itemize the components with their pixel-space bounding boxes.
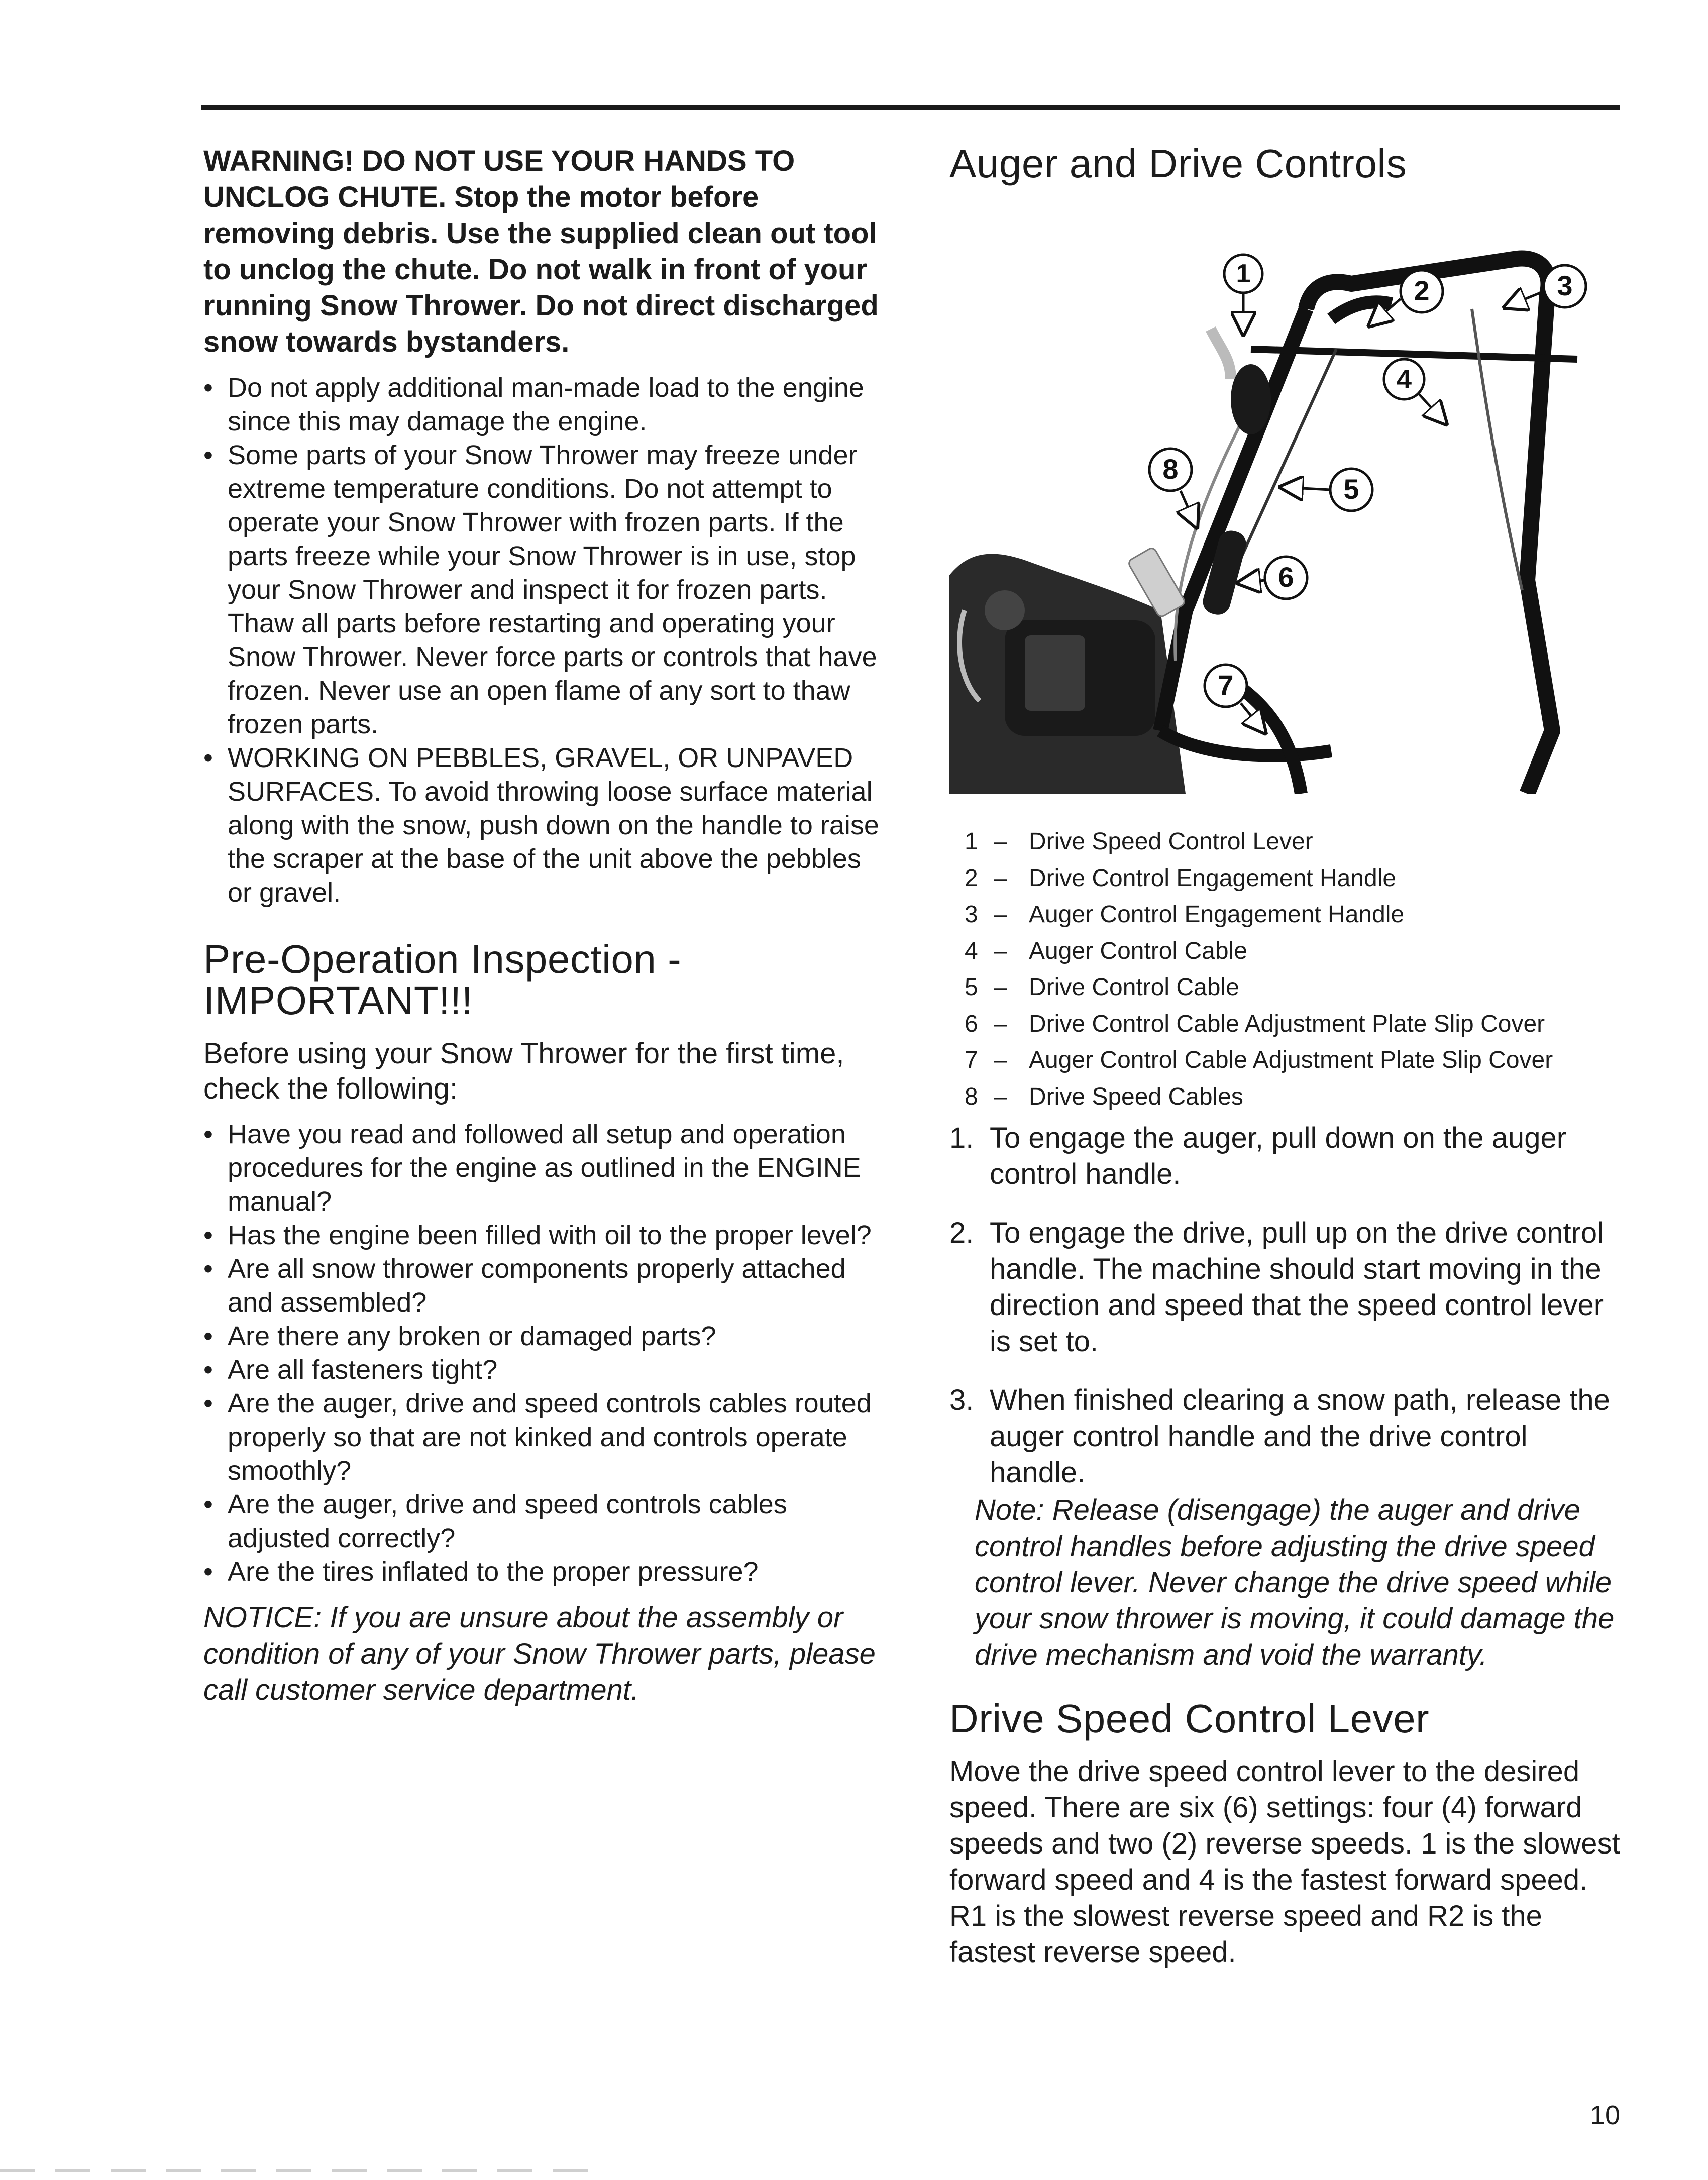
table-row: 8 – Drive Speed Cables bbox=[965, 1083, 1243, 1110]
bullet-icon: • bbox=[203, 440, 213, 470]
list-item: • Are all fasteners tight? bbox=[203, 1353, 884, 1387]
callout-8 bbox=[1149, 449, 1196, 525]
bullet-icon: • bbox=[203, 1321, 213, 1351]
inspection-checklist bbox=[203, 1118, 884, 1589]
callout-5 bbox=[1284, 469, 1372, 511]
bullet-icon: • bbox=[203, 1355, 213, 1385]
snow-thrower-handle-illustration bbox=[949, 229, 1592, 794]
left-column bbox=[203, 143, 884, 1737]
svg-text:6: 6 bbox=[1278, 561, 1294, 593]
table-row: 4 – Auger Control Cable bbox=[965, 937, 1247, 964]
svg-text:1: 1 bbox=[1236, 259, 1251, 288]
bullet-icon: • bbox=[203, 1119, 213, 1149]
warranty-note: Note: Release (disengage) the auger and drive control handles before adjusting the drive speed control lever. Never change the drive speed while your snow thrower is moving, it could damage the drive mechanism and void the warranty. bbox=[975, 1494, 1615, 1671]
list-item: • Are there any broken or damaged parts? bbox=[203, 1320, 884, 1353]
right-column bbox=[949, 143, 1623, 2000]
speed-lever-text: Move the drive speed control lever to the desired speed. There are six (6) settings: four (4) forward speeds and two (2) reverse speeds. 1 is the slowest forward speed and 4 is the fastest forward speed. R1 is the slowest reverse speed and R2 is the fastest reverse speed. bbox=[949, 1755, 1620, 1969]
bullet-icon: • bbox=[203, 743, 213, 773]
preop-intro: Before using your Snow Thrower for the first time, check the following: bbox=[203, 1037, 844, 1105]
list-item: • Are the tires inflated to the proper pressure? bbox=[203, 1555, 884, 1589]
list-item: • WORKING ON PEBBLES, GRAVEL, OR UNPAVED SURFACES. To avoid throwing loose surface material along with the snow, push down on the handle to raise the scraper at the base of the unit above the pebbles or gravel. bbox=[203, 741, 884, 910]
speed-lever-heading: Drive Speed Control Lever bbox=[949, 1696, 1430, 1741]
table-row: 3 – Auger Control Engagement Handle bbox=[965, 901, 1405, 928]
callout-1 bbox=[1224, 255, 1262, 332]
preop-heading: Pre-Operation Inspection - IMPORTANT!!! bbox=[203, 937, 682, 1023]
controls-figure bbox=[949, 229, 1592, 794]
svg-text:5: 5 bbox=[1343, 473, 1359, 505]
bullet-icon: • bbox=[203, 1220, 213, 1250]
list-item: • Has the engine been filled with oil to the proper level? bbox=[203, 1219, 884, 1252]
bullet-icon: • bbox=[203, 1557, 213, 1587]
svg-text:4: 4 bbox=[1396, 364, 1412, 394]
callout-4 bbox=[1384, 359, 1444, 422]
table-row: 5 – Drive Control Cable bbox=[965, 974, 1239, 1001]
table-row: 7 – Auger Control Cable Adjustment Plate Slip Cover bbox=[965, 1047, 1553, 1073]
callout-6 bbox=[1241, 557, 1307, 599]
bullet-icon: • bbox=[203, 1489, 213, 1519]
list-item: 2. To engage the drive, pull up on the drive control handle. The machine should start moving in the direction and speed that the speed control lever is set to. bbox=[949, 1217, 1604, 1358]
list-item: • Some parts of your Snow Thrower may freeze under extreme temperature conditions. Do not attempt to operate your Snow Thrower with frozen parts. If the parts freeze while your Snow Thrower is in use, stop your Snow Thrower and inspect it for frozen parts. Thaw all parts before restarting and operating your Snow Thrower. Never force parts or controls that have frozen. Never use an open flame of any sort to thaw frozen parts. bbox=[203, 439, 884, 741]
bullet-icon: • bbox=[203, 1388, 213, 1419]
operation-steps bbox=[949, 1120, 1623, 1491]
svg-text:7: 7 bbox=[1218, 669, 1234, 701]
safety-bullet-list bbox=[203, 371, 884, 910]
footer-bleed-through bbox=[0, 2169, 603, 2172]
list-item: 3. When finished clearing a snow path, release the auger control handle and the drive control handle. bbox=[949, 1384, 1610, 1489]
table-row: 2 – Drive Control Engagement Handle bbox=[965, 864, 1397, 892]
table-row: 1 – Drive Speed Control Lever bbox=[965, 828, 1313, 855]
bullet-icon: • bbox=[203, 373, 213, 403]
svg-text:3: 3 bbox=[1557, 270, 1573, 301]
top-rule bbox=[201, 105, 1620, 110]
bullet-icon: • bbox=[203, 1254, 213, 1284]
list-item: • Are the auger, drive and speed controls cables adjusted correctly? bbox=[203, 1488, 884, 1555]
parts-legend bbox=[965, 824, 1553, 1115]
svg-text:2: 2 bbox=[1414, 275, 1430, 306]
warning-text: WARNING! DO NOT USE YOUR HANDS TO UNCLOG CHUTE. Stop the motor before removing debris. Use the supplied clean out tool to unclog the chute. Do not walk in front of your running Snow Thrower. Do not direct discharged snow towards bystanders. bbox=[203, 145, 879, 358]
list-item: • Have you read and followed all setup and operation procedures for the engine as outlined in the ENGINE manual? bbox=[203, 1118, 884, 1219]
svg-text:8: 8 bbox=[1162, 453, 1179, 485]
controls-heading: Auger and Drive Controls bbox=[949, 141, 1407, 186]
list-item: • Are the auger, drive and speed controls cables routed properly so that are not kinked and controls operate smoothly? bbox=[203, 1387, 884, 1488]
list-item: 1. To engage the auger, pull down on the auger control handle. bbox=[949, 1122, 1567, 1190]
page-number: 10 bbox=[1590, 2100, 1621, 2130]
table-row: 6 – Drive Control Cable Adjustment Plate Slip Cover bbox=[965, 1010, 1545, 1037]
list-item: • Are all snow thrower components properly attached and assembled? bbox=[203, 1252, 884, 1320]
list-item: • Do not apply additional man-made load to the engine since this may damage the engine. bbox=[203, 371, 884, 439]
notice-text: NOTICE: If you are unsure about the assembly or condition of any of your Snow Thrower parts, please call customer service department. bbox=[203, 1601, 876, 1706]
